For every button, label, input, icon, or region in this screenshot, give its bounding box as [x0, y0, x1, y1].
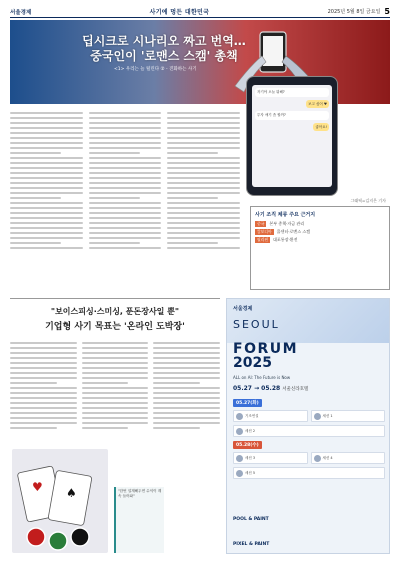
text-line: [153, 392, 220, 394]
forum-brand: 서울경제: [233, 306, 253, 312]
text-line: [82, 352, 149, 354]
bottom-column-1: [10, 342, 77, 429]
session-name: 세션 2: [245, 428, 256, 433]
text-line: [167, 167, 240, 169]
text-line: [167, 212, 240, 214]
text-line: [89, 142, 162, 144]
text-line: [167, 157, 240, 159]
text-line: [10, 182, 83, 184]
text-line: [10, 222, 83, 224]
text-line: [10, 422, 77, 424]
text-line: [10, 212, 83, 214]
text-line: [89, 132, 162, 134]
text-line: [89, 217, 162, 219]
session-row: [233, 425, 385, 437]
text-line: [10, 117, 83, 119]
pull-quote: "한번 설계해두면 수익이 계속 들어와": [114, 487, 164, 553]
text-line: [89, 127, 162, 129]
role-text: 본부 총책·자금 관리: [269, 221, 305, 226]
text-line: [10, 412, 77, 414]
text-line: [89, 152, 140, 154]
text-line: [10, 207, 83, 209]
text-line: [153, 422, 220, 424]
text-line: [89, 137, 162, 139]
text-line: [167, 132, 240, 134]
text-line: [167, 237, 240, 239]
text-line: [153, 352, 220, 354]
text-line: [10, 147, 83, 149]
text-line: [89, 182, 162, 184]
text-line: [89, 112, 162, 114]
text-line: [10, 132, 83, 134]
text-line: [153, 347, 220, 349]
text-line: [82, 357, 149, 359]
text-line: [167, 232, 240, 234]
text-line: [167, 192, 240, 194]
speaker-avatar: [236, 455, 243, 462]
role-text: 대포통장·환전: [273, 237, 298, 242]
text-line: [10, 387, 77, 389]
text-line: [10, 162, 83, 164]
text-line: [82, 347, 149, 349]
session-card: [233, 425, 385, 437]
chat-bubble: 보고 싶어 ♥: [306, 100, 329, 109]
text-line: [10, 232, 83, 234]
session-row: [233, 410, 385, 422]
chat-bubble: 좋아요!: [313, 123, 329, 132]
speaker-avatar: [236, 428, 243, 435]
text-line: [89, 177, 162, 179]
text-line: [89, 187, 162, 189]
subheadline: <1> 우리는 늘 털린다 ② - 진화하는 사기: [114, 67, 197, 72]
forum-footer: PIXEL & PAINT: [233, 542, 270, 547]
text-line: [89, 117, 162, 119]
forum-venue: 서울신라호텔: [282, 387, 309, 392]
session-name: 세션 1: [322, 413, 333, 418]
text-line: [167, 247, 240, 249]
day-row: [233, 441, 385, 449]
text-line: [89, 242, 140, 244]
country-tag: 필리핀: [257, 237, 269, 242]
sidebox-title: 사기 조직 체류 주요 근거지: [255, 212, 316, 218]
speaker-avatar: [314, 455, 321, 462]
text-line: [153, 397, 220, 399]
text-line: [153, 387, 220, 389]
text-line: [82, 397, 149, 399]
session-name: 기조연설: [245, 413, 259, 418]
text-line: [10, 392, 77, 394]
text-line: [10, 237, 83, 239]
text-line: [89, 222, 162, 224]
forum-title-seoul: SEOUL: [233, 318, 280, 331]
text-line: [89, 197, 140, 199]
issue-date: 2025년 5월 8일 금요일: [327, 9, 381, 15]
text-line: [89, 147, 162, 149]
text-line: [10, 137, 83, 139]
text-line: [10, 197, 61, 199]
text-line: [82, 382, 129, 384]
text-line: [153, 382, 200, 384]
text-line: [89, 172, 162, 174]
masthead-brand: 서울경제: [10, 9, 32, 16]
text-line: [10, 167, 83, 169]
text-line: [10, 377, 77, 379]
text-line: [82, 407, 149, 409]
session-card: [311, 452, 386, 464]
text-line: [10, 352, 77, 354]
chat-bubble: 투자 얘기 좀 할까?: [255, 111, 329, 120]
masthead: [10, 6, 390, 18]
sidebox-row: [255, 221, 385, 227]
session-name: 세션 5: [245, 470, 256, 475]
text-line: [10, 122, 83, 124]
text-line: [89, 202, 162, 204]
text-line: [167, 137, 240, 139]
text-line: [153, 377, 220, 379]
masthead-meta: [328, 7, 390, 16]
text-line: [10, 362, 77, 364]
text-line: [89, 212, 162, 214]
casino-graphic: [12, 449, 108, 553]
bottom-body: [10, 342, 220, 429]
session-card: [233, 452, 308, 464]
bottom-article: [10, 298, 220, 554]
text-line: [167, 112, 240, 114]
session-row: [233, 467, 385, 479]
day2-label: 05.28(수): [233, 441, 262, 449]
phone-illustration: [246, 76, 338, 196]
text-line: [167, 127, 240, 129]
text-line: [167, 227, 240, 229]
forum-date: [233, 385, 308, 392]
text-line: [10, 342, 77, 344]
text-line: [82, 367, 149, 369]
text-line: [89, 227, 162, 229]
text-line: [167, 187, 240, 189]
seoul-forum-ad: [226, 298, 390, 554]
text-line: [10, 217, 83, 219]
headline-line-1: 딥시크로 시나리오 짜고 번역…: [82, 34, 246, 48]
text-line: [82, 372, 149, 374]
text-line: [82, 402, 149, 404]
svg-text:♠: ♠: [66, 486, 77, 500]
text-line: [10, 242, 61, 244]
text-line: [82, 362, 149, 364]
speaker-avatar: [236, 413, 243, 420]
text-line: [82, 387, 149, 389]
text-line: [167, 217, 240, 219]
text-line: [10, 397, 77, 399]
text-line: [89, 157, 162, 159]
top-article: [10, 20, 390, 292]
day1-label: 05.27(화): [233, 399, 262, 407]
text-line: [153, 372, 220, 374]
role-text: 콜센터·로맨스 스캠: [276, 229, 311, 234]
casino-illustration: [12, 449, 108, 553]
text-line: [167, 197, 218, 199]
text-line: [10, 112, 83, 114]
section-title: 사기에 멍든 대한민국: [149, 9, 210, 16]
text-line: [167, 182, 240, 184]
text-line: [10, 127, 83, 129]
text-line: [153, 357, 220, 359]
bottom-column-3: [153, 342, 220, 429]
text-line: [89, 192, 162, 194]
text-line: [167, 117, 240, 119]
text-line: [10, 142, 83, 144]
text-line: [167, 142, 240, 144]
text-line: [10, 172, 83, 174]
text-line: [10, 192, 83, 194]
chat-bubble: 자기야 오늘 뭐해?: [255, 88, 329, 97]
text-line: [153, 402, 220, 404]
bottom-headline-2: 기업형 사기 목표는 '온라인 도박장': [45, 322, 185, 332]
forum-date-range: 05.27 → 05.28: [233, 385, 281, 392]
session-card: [233, 467, 385, 479]
text-line: [167, 152, 218, 154]
text-line: [89, 247, 162, 249]
forum-section-pool: POOL & PAINT: [233, 517, 269, 522]
forum-tagline: ALL on AI: The Future is Now: [233, 375, 291, 380]
page-number: 5: [384, 7, 390, 16]
sidebox-row: [255, 229, 385, 235]
main-headline: [44, 34, 284, 64]
forum-header: [227, 299, 389, 343]
text-line: [10, 152, 61, 154]
forum-title-forum: FORUM: [233, 341, 299, 357]
text-line: [82, 342, 149, 344]
text-line: [89, 167, 162, 169]
text-line: [167, 242, 218, 244]
text-line: [153, 342, 220, 344]
text-line: [10, 187, 83, 189]
country-tag: 중국: [257, 221, 265, 226]
body-column-3: [167, 112, 240, 292]
text-line: [82, 427, 129, 429]
text-line: [89, 232, 162, 234]
text-line: [10, 417, 77, 419]
text-line: [167, 177, 240, 179]
text-line: [167, 207, 240, 209]
sidebox-row: [255, 237, 385, 243]
text-line: [10, 227, 83, 229]
bottom-column-2: [82, 342, 149, 429]
forum-year: 2025: [233, 355, 272, 371]
text-line: [167, 162, 240, 164]
text-line: [153, 367, 220, 369]
country-tag: 캄보디아: [257, 229, 272, 234]
text-line: [10, 177, 83, 179]
svg-text:♥: ♥: [32, 480, 43, 494]
text-line: [167, 222, 240, 224]
text-line: [10, 357, 77, 359]
day-row: [233, 399, 385, 407]
text-line: [153, 427, 200, 429]
text-line: [82, 412, 149, 414]
text-line: [167, 172, 240, 174]
text-line: [153, 407, 220, 409]
text-line: [82, 392, 149, 394]
text-line: [167, 122, 240, 124]
text-line: [89, 237, 162, 239]
forum-schedule: [233, 399, 385, 482]
article-body: [10, 112, 240, 292]
chat-screen: [252, 85, 332, 187]
session-name: 세션 4: [322, 455, 333, 460]
text-line: [10, 382, 57, 384]
text-line: [10, 157, 83, 159]
session-row: [233, 452, 385, 464]
text-line: [153, 362, 220, 364]
text-line: [82, 422, 149, 424]
session-card: [311, 410, 386, 422]
text-line: [10, 402, 77, 404]
text-line: [10, 347, 77, 349]
text-line: [167, 202, 240, 204]
text-line: [10, 247, 83, 249]
text-line: [10, 202, 83, 204]
headline-line-2: 중국인이 '로맨스 스캠' 총책: [90, 49, 238, 63]
body-column-2: [89, 112, 162, 292]
body-column-1: [10, 112, 83, 292]
speaker-avatar: [314, 413, 321, 420]
sidebox: [250, 206, 390, 290]
session-card: [233, 410, 308, 422]
text-line: [82, 377, 149, 379]
text-line: [82, 417, 149, 419]
text-line: [10, 407, 77, 409]
text-line: [153, 417, 220, 419]
text-line: [10, 367, 77, 369]
text-line: [10, 372, 77, 374]
session-name: 세션 3: [245, 455, 256, 460]
text-line: [10, 427, 57, 429]
photo-caption: 그래픽=김지은 기자: [350, 198, 386, 203]
text-line: [167, 147, 240, 149]
bottom-headline-1: "보이스피싱·스미싱, 푼돈장사일 뿐": [50, 307, 180, 316]
text-line: [89, 162, 162, 164]
text-line: [89, 207, 162, 209]
speaker-avatar: [236, 470, 243, 477]
text-line: [89, 122, 162, 124]
text-line: [153, 412, 220, 414]
